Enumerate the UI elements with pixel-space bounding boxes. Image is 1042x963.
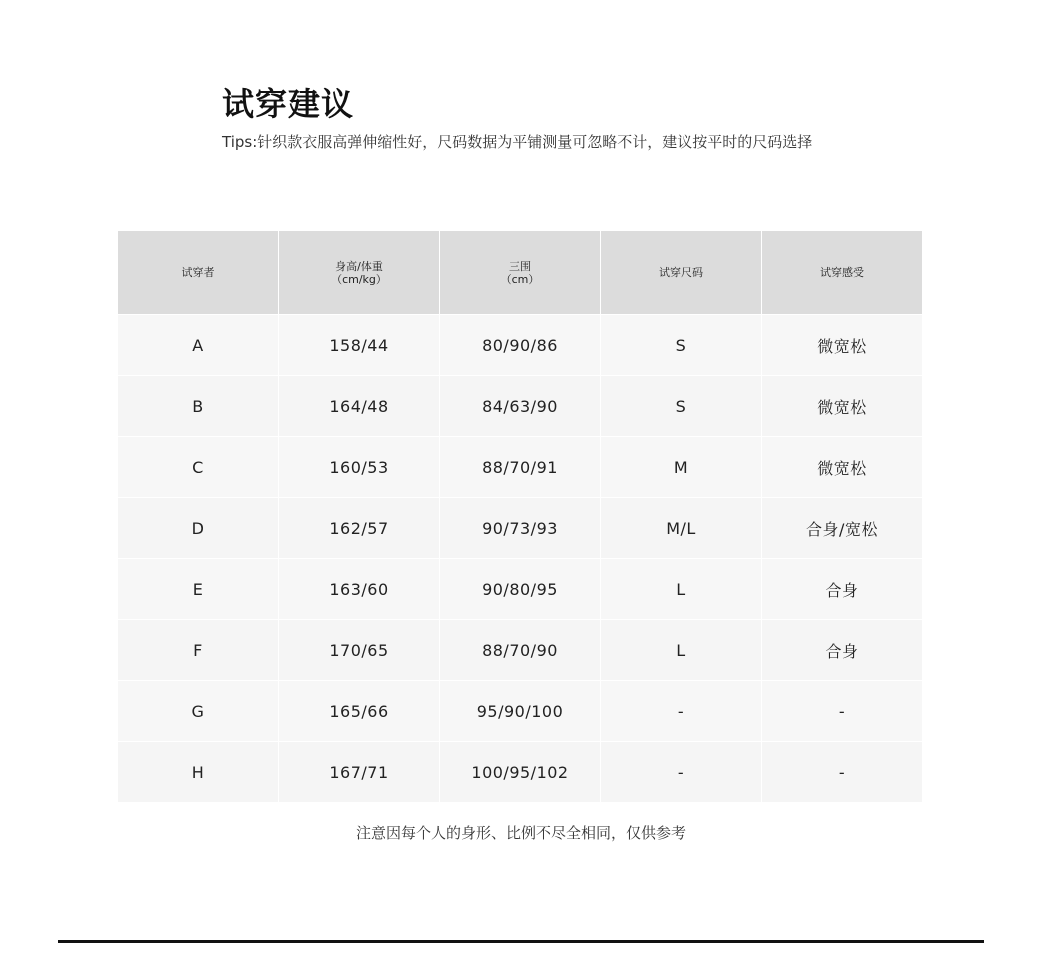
table-header-row — [118, 231, 922, 315]
header-tester — [118, 231, 279, 315]
cell-size: S — [601, 376, 762, 437]
cell-feel: 合身 — [762, 620, 923, 681]
page-title: 试穿建议 — [222, 85, 355, 123]
cell-feel: 合身 — [762, 559, 923, 620]
cell-measurements: 88/70/90 — [440, 620, 601, 681]
table-row — [118, 498, 922, 559]
cell-height-weight: 164/48 — [279, 376, 440, 437]
header-feel-label: 试穿感受 — [820, 266, 864, 279]
header-size-label: 试穿尺码 — [659, 266, 703, 279]
table-row — [118, 742, 922, 803]
header-feel — [762, 231, 923, 315]
cell-size: M — [601, 437, 762, 498]
cell-height-weight: 167/71 — [279, 742, 440, 803]
cell-size: M/L — [601, 498, 762, 559]
header-tester-label: 试穿者 — [181, 266, 215, 279]
table-row — [118, 437, 922, 498]
cell-feel: 合身/宽松 — [762, 498, 923, 559]
header-size — [601, 231, 762, 315]
cell-measurements: 84/63/90 — [440, 376, 601, 437]
table-row — [118, 559, 922, 620]
cell-size: - — [601, 681, 762, 742]
cell-feel: - — [762, 681, 923, 742]
cell-tester: C — [118, 437, 279, 498]
cell-feel: 微宽松 — [762, 315, 923, 376]
table-row — [118, 376, 922, 437]
cell-height-weight: 162/57 — [279, 498, 440, 559]
cell-height-weight: 158/44 — [279, 315, 440, 376]
table-row — [118, 620, 922, 681]
cell-height-weight: 165/66 — [279, 681, 440, 742]
cell-feel: 微宽松 — [762, 376, 923, 437]
cell-measurements: 90/73/93 — [440, 498, 601, 559]
cell-measurements: 88/70/91 — [440, 437, 601, 498]
cell-measurements: 80/90/86 — [440, 315, 601, 376]
try-on-table — [118, 231, 922, 803]
cell-tester: A — [118, 315, 279, 376]
cell-feel: - — [762, 742, 923, 803]
cell-tester: F — [118, 620, 279, 681]
cell-feel: 微宽松 — [762, 437, 923, 498]
cell-tester: B — [118, 376, 279, 437]
cell-size: S — [601, 315, 762, 376]
cell-tester: H — [118, 742, 279, 803]
footer-divider — [58, 940, 984, 943]
header-measurements-unit: （cm） — [500, 272, 540, 286]
cell-tester: E — [118, 559, 279, 620]
table-row — [118, 681, 922, 742]
header-height-weight — [279, 231, 440, 315]
cell-height-weight: 160/53 — [279, 437, 440, 498]
cell-measurements: 90/80/95 — [440, 559, 601, 620]
cell-height-weight: 170/65 — [279, 620, 440, 681]
cell-tester: D — [118, 498, 279, 559]
header-height-weight-unit: （cm/kg） — [331, 272, 387, 286]
table-row — [118, 315, 922, 376]
header-measurements-label: 三围 — [509, 259, 531, 273]
disclaimer-note: 注意因每个人的身形、比例不尽全相同，仅供参考 — [355, 824, 686, 842]
header-height-weight-label: 身高/体重 — [335, 259, 383, 273]
cell-measurements: 95/90/100 — [440, 681, 601, 742]
cell-size: L — [601, 620, 762, 681]
header-measurements — [440, 231, 601, 315]
cell-height-weight: 163/60 — [279, 559, 440, 620]
cell-tester: G — [118, 681, 279, 742]
cell-size: - — [601, 742, 762, 803]
tips-text: Tips:针织款衣服高弹伸缩性好，尺码数据为平铺测量可忽略不计，建议按平时的尺码选择 — [222, 133, 813, 151]
cell-measurements: 100/95/102 — [440, 742, 601, 803]
cell-size: L — [601, 559, 762, 620]
